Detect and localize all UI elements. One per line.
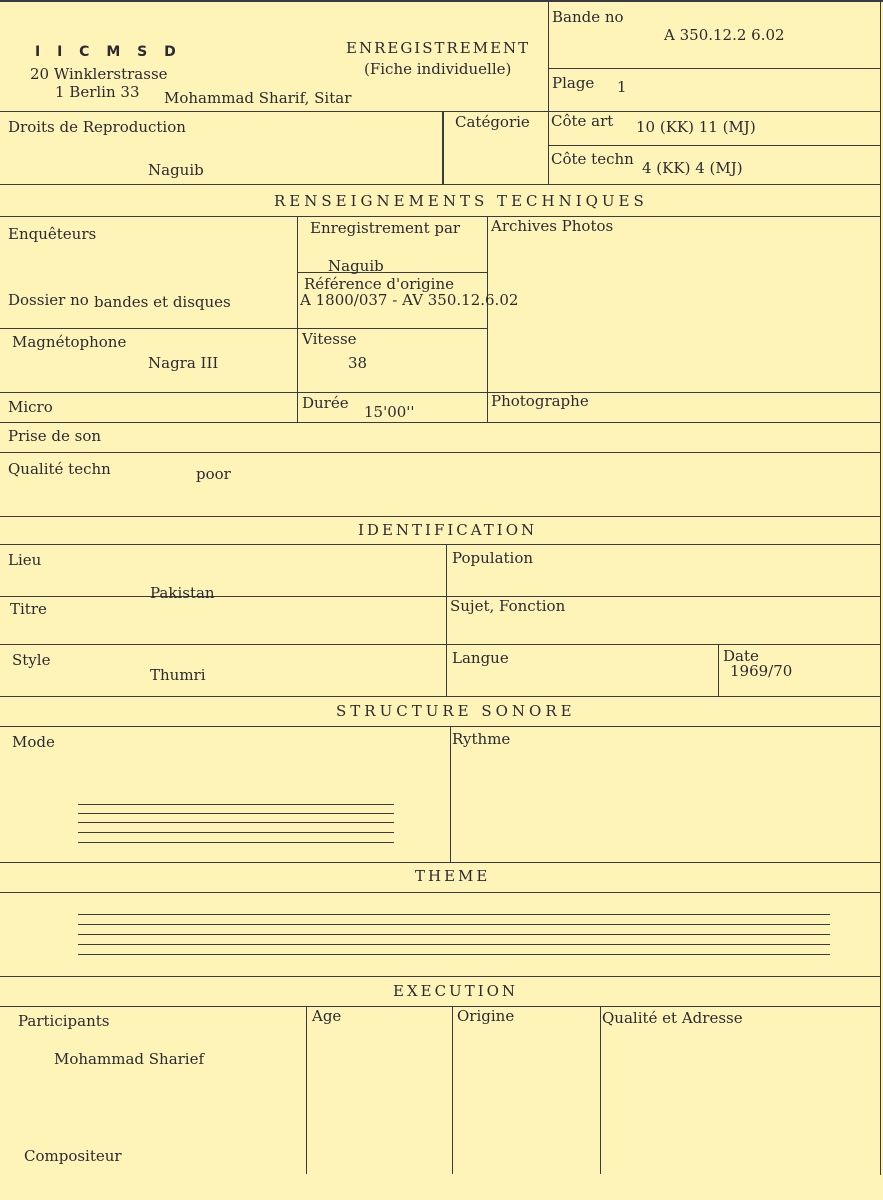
section-title-technical: RENSEIGNEMENTS TECHNIQUES: [274, 192, 648, 210]
participant-name: Mohammad Sharief: [54, 1050, 205, 1068]
divider: [297, 272, 487, 273]
divider: [442, 111, 444, 185]
address-line1: 20 Winklerstrasse: [30, 65, 168, 83]
section-title-execution: EXECUTION: [393, 982, 519, 1000]
divider: [0, 516, 881, 517]
age-label: Age: [312, 1007, 342, 1025]
section-title-structure: STRUCTURE SONORE: [336, 702, 576, 720]
dossier-label: Dossier no: [8, 291, 89, 309]
bande-no-label: Bande no: [552, 8, 624, 26]
divider: [0, 976, 881, 977]
date-value: 1969/70: [730, 662, 793, 680]
mode-writing-line: [78, 813, 394, 814]
theme-writing-line: [78, 954, 830, 955]
vitesse-value: 38: [348, 354, 368, 372]
rythme-label: Rythme: [452, 730, 511, 748]
reference-label: Référence d'origine: [304, 275, 455, 293]
archives-photos-label: Archives Photos: [491, 217, 614, 235]
divider: [450, 726, 451, 862]
divider: [0, 544, 881, 545]
divider: [0, 1006, 881, 1007]
divider: [0, 392, 881, 393]
lieu-value: Pakistan: [150, 584, 215, 602]
theme-writing-line: [78, 934, 830, 935]
cote-art-value: 10 (KK) 11 (MJ): [636, 118, 756, 136]
langue-label: Langue: [452, 649, 509, 667]
photographe-label: Photographe: [491, 392, 589, 410]
theme-writing-line: [78, 914, 830, 915]
compositeur-label: Compositeur: [24, 1147, 122, 1165]
divider: [0, 328, 487, 329]
categorie-label: Catégorie: [455, 113, 530, 131]
magnetophone-label: Magnétophone: [12, 333, 127, 351]
duree-value: 15'00'': [364, 403, 415, 421]
mode-writing-line: [78, 804, 394, 805]
divider: [600, 1006, 601, 1174]
divider: [0, 422, 881, 423]
date-label: Date: [723, 647, 759, 665]
reference-value: A 1800/037 - AV 350.12.6.02: [300, 291, 519, 309]
cote-techn-value: 4 (KK) 4 (MJ): [642, 159, 743, 177]
divider: [0, 596, 881, 597]
population-label: Population: [452, 549, 534, 567]
sujet-label: Sujet, Fonction: [450, 597, 566, 615]
qualite-techn-value: poor: [196, 465, 231, 483]
enregistrement-par-value: Naguib: [328, 257, 384, 275]
titre-label: Titre: [10, 600, 47, 618]
enqueteurs-label: Enquêteurs: [8, 225, 97, 243]
divider: [548, 145, 881, 146]
divider: [0, 184, 881, 185]
lieu-label: Lieu: [8, 551, 42, 569]
org-name: I I C M S D: [35, 44, 182, 60]
divider: [306, 1006, 307, 1174]
duree-label: Durée: [302, 394, 349, 412]
style-label: Style: [12, 651, 51, 669]
magnetophone-value: Nagra III: [148, 354, 219, 372]
prise-de-son-label: Prise de son: [8, 427, 102, 445]
enregistrement-par-label: Enregistrement par: [310, 219, 461, 237]
theme-writing-line: [78, 924, 830, 925]
mode-writing-line: [78, 822, 394, 823]
divider: [452, 1006, 453, 1174]
divider: [0, 862, 881, 863]
mode-writing-line: [78, 842, 394, 843]
mode-label: Mode: [12, 733, 55, 751]
divider: [718, 644, 719, 696]
plage-value: 1: [617, 78, 627, 96]
divider: [0, 216, 881, 217]
origine-label: Origine: [457, 1007, 515, 1025]
divider: [446, 544, 447, 696]
divider: [548, 0, 549, 184]
divider: [880, 0, 881, 1175]
divider: [0, 644, 881, 645]
participants-label: Participants: [18, 1012, 110, 1030]
plage-label: Plage: [552, 74, 595, 92]
cote-art-label: Côte art: [551, 112, 614, 130]
droits-label: Droits de Reproduction: [8, 118, 186, 136]
theme-writing-line: [78, 944, 830, 945]
micro-label: Micro: [8, 398, 53, 416]
vitesse-label: Vitesse: [302, 330, 357, 348]
form-title: ENREGISTREMENT: [346, 39, 531, 57]
style-value: Thumri: [150, 666, 206, 684]
performer: Mohammad Sharif, Sitar: [164, 89, 352, 107]
top-border: [0, 0, 883, 2]
divider: [548, 68, 881, 69]
bande-no-value: A 350.12.2 6.02: [664, 26, 785, 44]
address-line2: 1 Berlin 33: [55, 83, 140, 101]
dossier-value: bandes et disques: [94, 293, 231, 311]
divider: [0, 111, 881, 112]
cote-techn-label: Côte techn: [551, 150, 634, 168]
qualite-techn-label: Qualité techn: [8, 460, 111, 478]
divider: [0, 452, 881, 453]
form-subtitle: (Fiche individuelle): [364, 60, 512, 78]
mode-writing-line: [78, 832, 394, 833]
divider: [0, 696, 881, 697]
section-title-identification: IDENTIFICATION: [358, 521, 538, 539]
section-title-theme: THEME: [415, 867, 491, 885]
qualite-adresse-label: Qualité et Adresse: [602, 1009, 743, 1027]
divider: [0, 726, 881, 727]
divider: [0, 892, 881, 893]
droits-value: Naguib: [148, 161, 204, 179]
